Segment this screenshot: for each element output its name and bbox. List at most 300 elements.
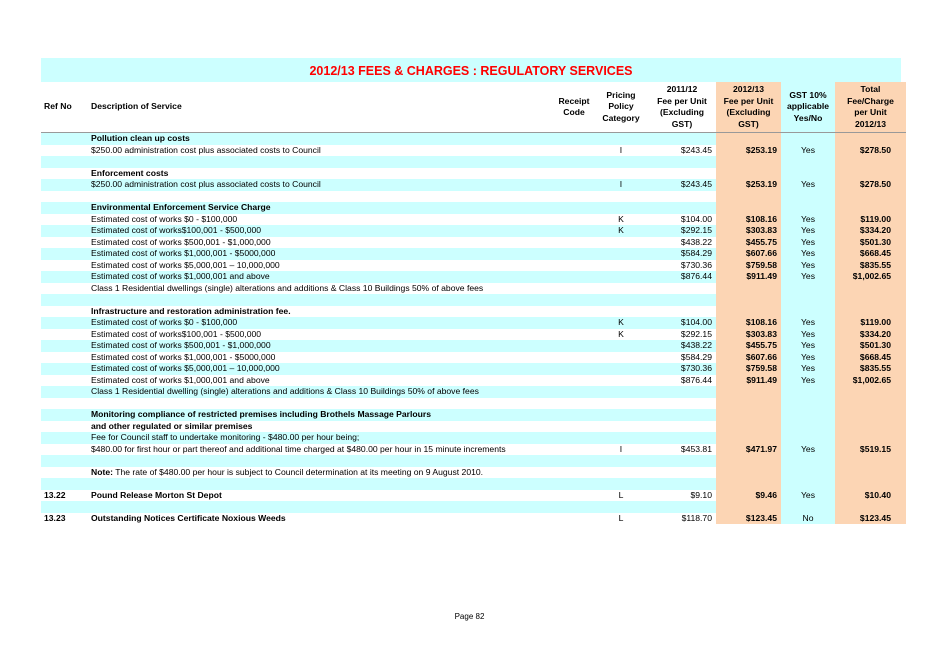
fee-2011-12-cell [648,294,716,306]
fee-2012-13-cell [716,478,781,490]
gst-cell [781,156,835,168]
fee-2011-12-cell: $438.22 [648,340,716,352]
receipt-code-cell [554,145,594,157]
pricing-category-cell: K [594,214,648,226]
pricing-category-cell [594,455,648,467]
description-cell: Estimated cost of works$100,001 - $500,000 [91,225,554,237]
ref-cell [41,156,91,168]
ref-cell [41,202,91,214]
table-row [41,179,906,191]
description-cell: Class 1 Residential dwellings (single) alterations and additions & Class 10 Buildings 50% of above fees [91,283,554,295]
pricing-category-cell [594,191,648,203]
pricing-category-cell [594,260,648,272]
table-row [41,202,906,214]
total-cell: $10.40 [835,490,906,502]
receipt-code-cell [554,375,594,387]
table-row [41,363,906,375]
gst-cell: Yes [781,375,835,387]
gst-cell: Yes [781,145,835,157]
pricing-category-cell: L [594,513,648,525]
ref-cell [41,133,91,145]
receipt-code-cell [554,329,594,341]
ref-cell [41,271,91,283]
gst-cell: Yes [781,260,835,272]
receipt-code-cell [554,501,594,513]
header-fee-2011-12: 2011/12 Fee per Unit (Excluding GST) [657,84,707,129]
ref-cell [41,191,91,203]
table-row [41,248,906,260]
table-row [41,294,906,306]
total-cell [835,455,906,467]
fee-2012-13-cell: $911.49 [716,271,781,283]
table-header-row [41,82,906,133]
ref-cell [41,363,91,375]
ref-cell [41,340,91,352]
fee-2011-12-cell: $292.15 [648,225,716,237]
description-cell: Estimated cost of works $5,000,001 – 10,000,000 [91,363,554,375]
table-row [41,444,906,456]
pricing-category-cell [594,168,648,180]
header-total: Total Fee/Charge per Unit 2012/13 [835,82,906,133]
gst-cell [781,202,835,214]
ref-cell [41,455,91,467]
fee-2011-12-cell: $876.44 [648,271,716,283]
pricing-category-cell [594,283,648,295]
table-row [41,455,906,467]
note-text: The rate of $480.00 per hour is subject to Council determination at its meeting on 9 August 2010. [112,466,484,477]
fee-2011-12-cell: $9.10 [648,490,716,502]
receipt-code-cell [554,156,594,168]
total-cell: $334.20 [835,329,906,341]
receipt-code-cell [554,340,594,352]
total-cell: $119.00 [835,214,906,226]
table-row [41,329,906,341]
ref-cell [41,260,91,272]
table-row [41,168,906,180]
description-cell: Pound Release Morton St Depot [91,490,554,502]
total-cell: $334.20 [835,225,906,237]
total-cell [835,191,906,203]
receipt-code-cell [554,421,594,433]
gst-cell [781,398,835,410]
gst-cell: Yes [781,444,835,456]
gst-cell [781,421,835,433]
description-cell: $480.00 for first hour or part thereof and additional time charged at $480.00 per hour in 15 minute increments [91,444,554,456]
fee-2012-13-cell [716,432,781,444]
ref-cell [41,283,91,295]
total-cell: $668.45 [835,248,906,260]
gst-cell: Yes [781,352,835,364]
fees-table-body [41,133,906,525]
fee-2012-13-cell [716,202,781,214]
fee-2011-12-cell [648,191,716,203]
description-cell: Pollution clean up costs [91,133,554,145]
receipt-code-cell [554,133,594,145]
gst-cell [781,133,835,145]
header-ref-no: Ref No [44,101,72,112]
ref-cell [41,375,91,387]
table-row [41,421,906,433]
pricing-category-cell: K [594,317,648,329]
fee-2012-13-cell: $759.58 [716,260,781,272]
table-row [41,225,906,237]
fee-2012-13-cell: $303.83 [716,225,781,237]
receipt-code-cell [554,363,594,375]
total-cell: $1,002.65 [835,271,906,283]
header-description: Description of Service [91,101,182,112]
fee-2011-12-cell: $730.36 [648,260,716,272]
ref-cell [41,237,91,249]
description-cell: Infrastructure and restoration administration fee. [91,306,554,318]
fee-2012-13-cell [716,386,781,398]
fee-2011-12-cell: $584.29 [648,352,716,364]
total-cell [835,398,906,410]
pricing-category-cell [594,386,648,398]
total-cell: $278.50 [835,145,906,157]
fee-2012-13-cell: $455.75 [716,340,781,352]
table-row [41,260,906,272]
description-cell: and other regulated or similar premises [91,421,554,433]
total-cell [835,306,906,318]
table-row [41,490,906,502]
table-row [41,501,906,513]
gst-cell [781,294,835,306]
description-cell: Estimated cost of works$100,001 - $500,000 [91,329,554,341]
description-cell: Estimated cost of works $0 - $100,000 [91,214,554,226]
pricing-category-cell [594,340,648,352]
description-cell [91,455,554,467]
receipt-code-cell [554,490,594,502]
fee-2011-12-cell: $730.36 [648,363,716,375]
table-row [41,283,906,295]
description-cell: Environmental Enforcement Service Charge [91,202,554,214]
fees-sheet [41,58,901,524]
receipt-code-cell [554,306,594,318]
receipt-code-cell [554,294,594,306]
pricing-category-cell [594,294,648,306]
pricing-category-cell [594,363,648,375]
ref-cell [41,386,91,398]
fee-2011-12-cell [648,478,716,490]
receipt-code-cell [554,409,594,421]
total-cell: $119.00 [835,317,906,329]
fee-2011-12-cell: $104.00 [648,214,716,226]
description-cell: Outstanding Notices Certificate Noxious Weeds [91,513,554,525]
fee-2012-13-cell [716,467,781,479]
fee-2011-12-cell [648,409,716,421]
gst-cell: Yes [781,363,835,375]
receipt-code-cell [554,478,594,490]
description-cell [91,467,554,479]
gst-cell [781,501,835,513]
gst-cell [781,455,835,467]
ref-cell [41,145,91,157]
fee-2012-13-cell: $108.16 [716,214,781,226]
total-cell: $835.55 [835,260,906,272]
table-row [41,432,906,444]
fee-2011-12-cell [648,156,716,168]
fee-2012-13-cell: $455.75 [716,237,781,249]
description-cell: $250.00 administration cost plus associated costs to Council [91,145,554,157]
receipt-code-cell [554,317,594,329]
ref-cell [41,467,91,479]
header-receipt-code: Receipt Code [558,95,590,117]
gst-cell: Yes [781,490,835,502]
ref-cell [41,352,91,364]
fee-2012-13-cell [716,398,781,410]
fee-2011-12-cell: $243.45 [648,179,716,191]
header-pricing-policy: Pricing Policy Category [602,89,640,123]
gst-cell [781,168,835,180]
description-cell: Monitoring compliance of restricted premises including Brothels Massage Parlours [91,409,554,421]
fee-2011-12-cell: $292.15 [648,329,716,341]
gst-cell: Yes [781,248,835,260]
gst-cell [781,283,835,295]
ref-cell [41,248,91,260]
ref-cell [41,306,91,318]
fee-2012-13-cell [716,283,781,295]
ref-cell: 13.22 [41,490,91,502]
receipt-code-cell [554,513,594,525]
description-cell [91,501,554,513]
fee-2012-13-cell: $9.46 [716,490,781,502]
receipt-code-cell [554,444,594,456]
description-cell: Estimated cost of works $0 - $100,000 [91,317,554,329]
gst-cell [781,386,835,398]
total-cell [835,283,906,295]
description-cell: $250.00 administration cost plus associated costs to Council [91,179,554,191]
fee-2011-12-cell [648,455,716,467]
fee-2011-12-cell [648,283,716,295]
fee-2012-13-cell [716,501,781,513]
description-cell: Class 1 Residential dwelling (single) alterations and additions & Class 10 Buildings 50% of above fees [91,386,554,398]
gst-cell: Yes [781,225,835,237]
fee-2012-13-cell [716,133,781,145]
fee-2011-12-cell [648,133,716,145]
ref-cell [41,444,91,456]
pricing-category-cell [594,409,648,421]
description-cell: Enforcement costs [91,168,554,180]
pricing-category-cell [594,501,648,513]
fee-2011-12-cell [648,386,716,398]
receipt-code-cell [554,455,594,467]
fee-2011-12-cell [648,202,716,214]
ref-cell [41,501,91,513]
ref-cell [41,409,91,421]
fee-2012-13-cell: $108.16 [716,317,781,329]
total-cell [835,133,906,145]
total-cell: $835.55 [835,363,906,375]
fee-2012-13-cell: $471.97 [716,444,781,456]
total-cell [835,386,906,398]
gst-cell [781,467,835,479]
gst-cell: Yes [781,214,835,226]
fee-2011-12-cell [648,398,716,410]
table-row [41,191,906,203]
fee-2012-13-cell [716,156,781,168]
description-cell: Estimated cost of works $500,001 - $1,000,000 [91,237,554,249]
gst-cell [781,409,835,421]
fee-2012-13-cell [716,409,781,421]
description-cell [91,478,554,490]
total-cell [835,467,906,479]
fee-2011-12-cell: $876.44 [648,375,716,387]
fee-2011-12-cell: $453.81 [648,444,716,456]
pricing-category-cell [594,156,648,168]
gst-cell: Yes [781,317,835,329]
table-row [41,513,906,525]
receipt-code-cell [554,179,594,191]
fee-2012-13-cell: $303.83 [716,329,781,341]
gst-cell [781,478,835,490]
table-row [41,398,906,410]
fee-2012-13-cell [716,421,781,433]
pricing-category-cell: K [594,225,648,237]
ref-cell [41,329,91,341]
receipt-code-cell [554,386,594,398]
fee-2012-13-cell [716,191,781,203]
table-row [41,133,906,145]
gst-cell: Yes [781,329,835,341]
fee-2011-12-cell [648,168,716,180]
pricing-category-cell: I [594,145,648,157]
receipt-code-cell [554,283,594,295]
total-cell [835,156,906,168]
description-cell: Estimated cost of works $1,000,001 and above [91,271,554,283]
fee-2011-12-cell: $243.45 [648,145,716,157]
receipt-code-cell [554,237,594,249]
page-title: 2012/13 FEES & CHARGES : REGULATORY SERVICES [41,58,901,82]
table-row [41,317,906,329]
pricing-category-cell [594,398,648,410]
fee-2012-13-cell: $253.19 [716,179,781,191]
ref-cell [41,294,91,306]
table-row [41,271,906,283]
total-cell [835,168,906,180]
description-cell: Estimated cost of works $1,000,001 and above [91,375,554,387]
receipt-code-cell [554,225,594,237]
total-cell [835,432,906,444]
gst-cell [781,432,835,444]
description-cell: Estimated cost of works $1,000,001 - $5000,000 [91,352,554,364]
table-row [41,145,906,157]
pricing-category-cell [594,478,648,490]
receipt-code-cell [554,214,594,226]
fee-2011-12-cell: $438.22 [648,237,716,249]
total-cell [835,409,906,421]
fee-2012-13-cell [716,455,781,467]
total-cell [835,501,906,513]
fee-2011-12-cell: $104.00 [648,317,716,329]
receipt-code-cell [554,398,594,410]
description-cell: Estimated cost of works $1,000,001 - $5000,000 [91,248,554,260]
fees-table [41,82,906,524]
receipt-code-cell [554,248,594,260]
table-row [41,375,906,387]
page-number: Page 82 [454,612,485,621]
receipt-code-cell [554,202,594,214]
fee-2012-13-cell: $253.19 [716,145,781,157]
pricing-category-cell [594,202,648,214]
header-fee-2012-13: 2012/13 Fee per Unit (Excluding GST) [716,82,781,133]
pricing-category-cell [594,375,648,387]
pricing-category-cell: L [594,490,648,502]
total-cell: $123.45 [835,513,906,525]
description-cell [91,294,554,306]
gst-cell [781,191,835,203]
pricing-category-cell [594,467,648,479]
receipt-code-cell [554,467,594,479]
note-label: Note: [91,466,113,477]
table-row [41,306,906,318]
description-cell [91,156,554,168]
table-row [41,156,906,168]
ref-cell [41,432,91,444]
fee-2012-13-cell: $607.66 [716,352,781,364]
pricing-category-cell [594,352,648,364]
fee-2011-12-cell [648,306,716,318]
pricing-category-cell: I [594,179,648,191]
ref-cell [41,398,91,410]
fee-2011-12-cell [648,501,716,513]
pricing-category-cell [594,432,648,444]
pricing-category-cell [594,133,648,145]
fee-2012-13-cell [716,294,781,306]
ref-cell [41,478,91,490]
total-cell [835,478,906,490]
fee-2012-13-cell: $911.49 [716,375,781,387]
fee-2011-12-cell [648,432,716,444]
description-cell: Estimated cost of works $5,000,001 – 10,000,000 [91,260,554,272]
description-cell: Fee for Council staff to undertake monitoring - $480.00 per hour being; [91,432,554,444]
ref-cell [41,214,91,226]
total-cell: $668.45 [835,352,906,364]
receipt-code-cell [554,191,594,203]
pricing-category-cell: K [594,329,648,341]
pricing-category-cell [594,421,648,433]
gst-cell: Yes [781,237,835,249]
fee-2012-13-cell [716,306,781,318]
fee-2011-12-cell: $584.29 [648,248,716,260]
pricing-category-cell [594,306,648,318]
gst-cell: Yes [781,179,835,191]
fee-2011-12-cell [648,467,716,479]
table-row [41,386,906,398]
fee-2012-13-cell: $759.58 [716,363,781,375]
ref-cell [41,225,91,237]
table-row [41,478,906,490]
header-gst: GST 10% applicable Yes/No [781,82,835,133]
gst-cell: Yes [781,340,835,352]
table-row [41,352,906,364]
receipt-code-cell [554,352,594,364]
total-cell [835,294,906,306]
receipt-code-cell [554,271,594,283]
table-row [41,467,906,479]
pricing-category-cell [594,248,648,260]
table-row [41,409,906,421]
ref-cell [41,179,91,191]
fee-2012-13-cell: $123.45 [716,513,781,525]
total-cell: $519.15 [835,444,906,456]
total-cell: $501.30 [835,237,906,249]
total-cell [835,202,906,214]
table-row [41,237,906,249]
total-cell: $501.30 [835,340,906,352]
description-cell: Estimated cost of works $500,001 - $1,000,000 [91,340,554,352]
receipt-code-cell [554,168,594,180]
description-cell [91,191,554,203]
